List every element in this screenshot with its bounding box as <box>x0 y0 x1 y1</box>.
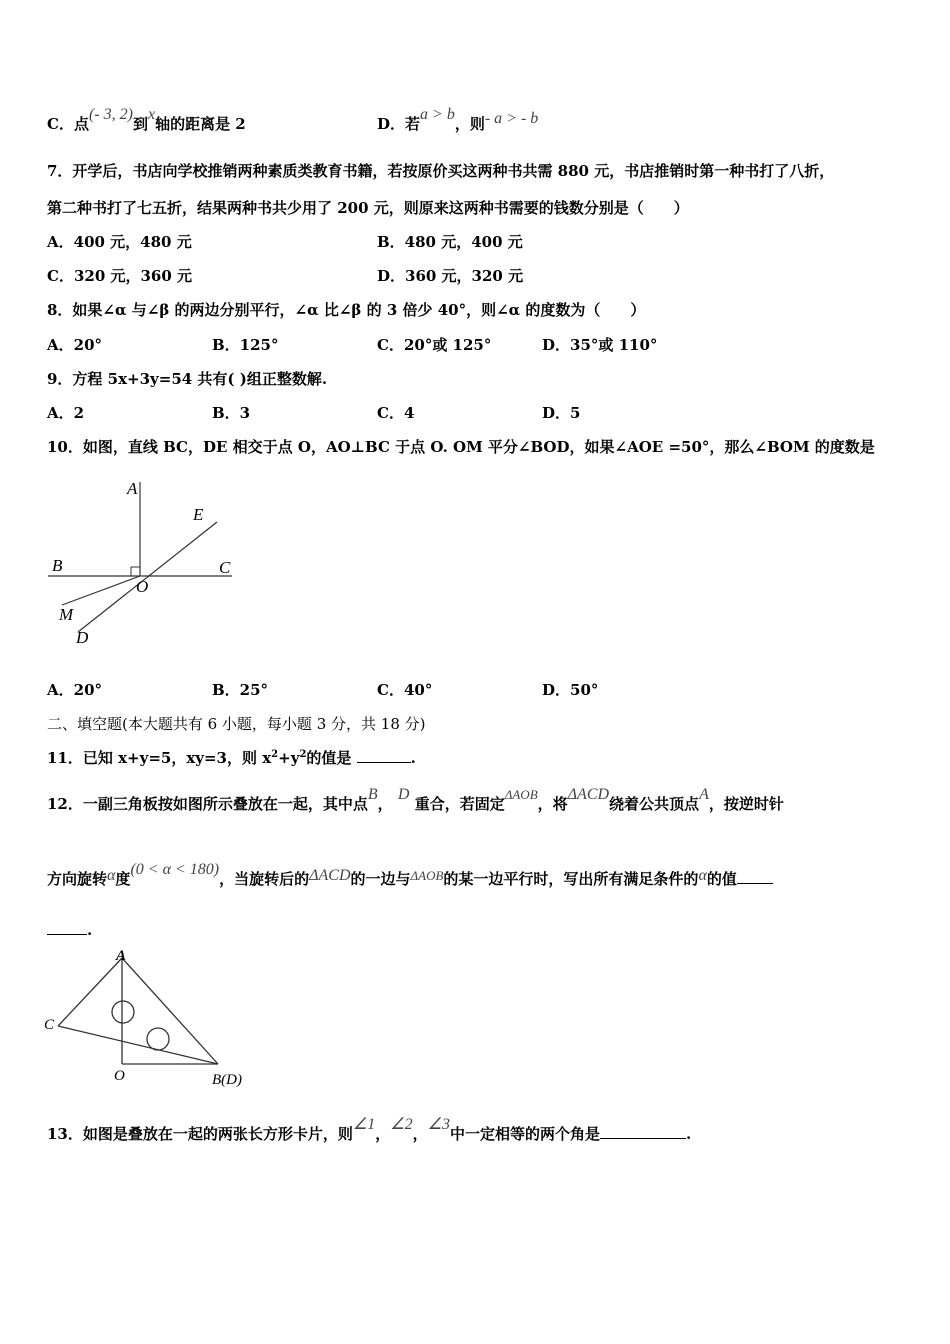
q9-option-c: C．4 <box>377 404 415 422</box>
q7-line1: 7．开学后，书店向学校推销两种素质类教育书籍，若按原价买这两种书共需 880 元，书店推销时第一种书打了八折， <box>47 162 835 180</box>
q11-text: 11．已知 x+y=5，xy=3，则 $x^2+y^2$的值是 . <box>47 749 416 767</box>
q12-line1: 12．一副三角板按如图所示叠放在一起，其中点B， D 重合，若固定ΔAOB，将ΔACD绕着公共顶点A，按逆时针 <box>47 786 784 813</box>
q6-option-c: C．点(- 3, 2)到x轴的距离是 2 <box>47 106 246 133</box>
q7-option-a: A．400 元，480 元 <box>47 233 192 251</box>
q12-line3: . <box>47 920 92 940</box>
q8-option-b: B．125° <box>212 336 279 354</box>
q8-option-d: D．35°或 110° <box>542 336 658 354</box>
fig10-label-o: O <box>136 577 149 596</box>
fig10-label-a: A <box>127 479 138 498</box>
q10-option-d: D．50° <box>542 681 599 699</box>
q9-option-b: B．3 <box>212 404 251 422</box>
q13-text: 13．如图是叠放在一起的两张长方形卡片，则∠1，∠2，∠3中一定相等的两个角是 . <box>47 1116 692 1143</box>
fig10-label-c: C <box>219 558 231 577</box>
fig12-label-a: A <box>116 948 127 964</box>
q10-figure <box>40 470 250 655</box>
q9-option-a: A．2 <box>47 404 85 422</box>
q8-text: 8．如果∠α 与∠β 的两边分别平行，∠α 比∠β 的 3 倍少 40°，则∠α 的度数为（ ） <box>47 301 646 319</box>
q12-line2: 方向旋转α度(0 < α < 180)，当旋转后的ΔACD的一边与ΔAOB的某一边平行时，写出所有满足条件的α的值 <box>47 869 773 890</box>
q7-option-d: D．360 元，320 元 <box>377 267 524 285</box>
fig10-label-b: B <box>52 556 63 575</box>
fig12-label-bd: B(D) <box>212 1072 242 1088</box>
fig10-label-e: E <box>193 505 204 524</box>
fig10-label-m: M <box>59 605 74 624</box>
q12-figure <box>40 946 260 1091</box>
q10-option-b: B．25° <box>212 681 269 699</box>
section2-heading: 二、填空题(本大题共有 6 小题，每小题 3 分，共 18 分) <box>47 715 426 733</box>
q8-option-c: C．20°或 125° <box>377 336 492 354</box>
q10-option-c: C．40° <box>377 681 433 699</box>
q7-option-b: B．480 元，400 元 <box>377 233 523 251</box>
q8-option-a: A．20° <box>47 336 103 354</box>
q9-option-d: D．5 <box>542 404 581 422</box>
q10-text: 10．如图，直线 BC，DE 相交于点 O，AO⊥BC 于点 O. OM 平分∠BOD，如果∠AOE =50°，那么∠BOM 的度数是 <box>47 438 875 456</box>
fig12-label-c: C <box>44 1017 55 1033</box>
q9-text: 9．方程 5x+3y=54 共有( )组正整数解. <box>47 370 328 388</box>
q6-option-d: D．若a > b，则- a > - b <box>377 106 539 133</box>
q7-line2: 第二种书打了七五折，结果两种书共少用了 200 元，则原来这两种书需要的钱数分别是（ ） <box>47 199 689 217</box>
fig10-label-d: D <box>76 628 89 647</box>
q10-option-a: A．20° <box>47 681 103 699</box>
fig12-label-o: O <box>114 1068 125 1084</box>
q7-option-c: C．320 元，360 元 <box>47 267 193 285</box>
